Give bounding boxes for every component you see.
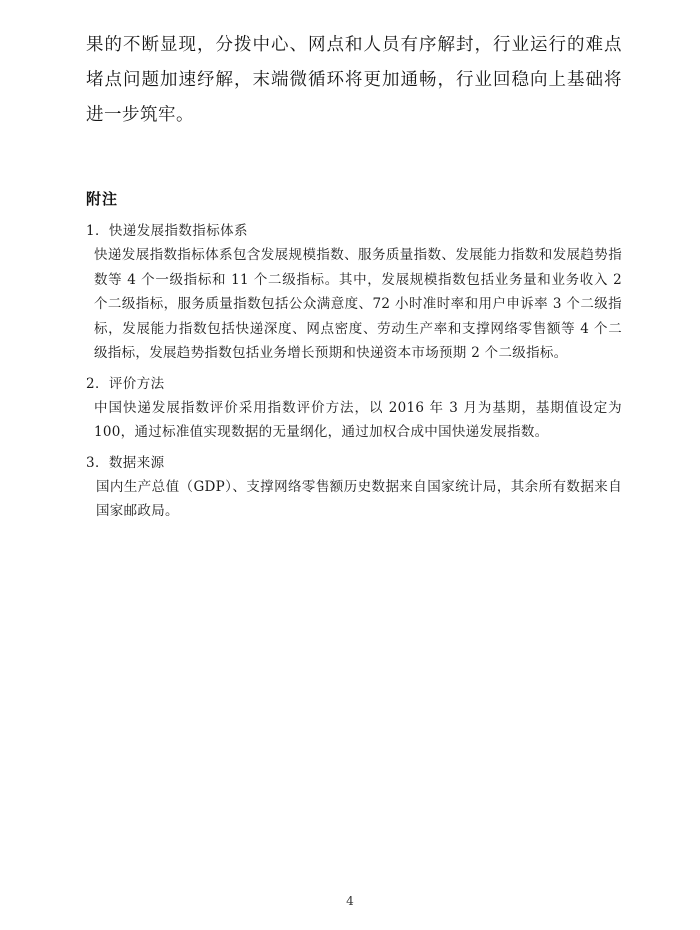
appendix-item-2-body: 中国快递发展指数评价采用指数评价方法，以 2016 年 3 月为基期，基期值设定为 100，通过标准值实现数据的无量纲化，通过加权合成中国快递发展指数。: [94, 399, 622, 440]
intro-paragraph: 果的不断显现，分拨中心、网点和人员有序解封，行业运行的难点堵点问题加速纾解，末端微循环将更加通畅，行业回稳向上基础将进一步筑牢。: [86, 35, 622, 125]
appendix-item-1-body: 快递发展指数指标体系包含发展规模指数、服务质量指数、发展能力指数和发展趋势指数等 4 个一级指标和 11 个二级指标。其中，发展规模指数包括业务量和业务收入 2 个二级指标，服务质量指数包括公众满意度、72 小时准时率和用户申诉率 3 个二级指标，发展能力指数包括快递深度、网点密度、劳动生产率和支撑网络零售额等 4 个二级指标，发展趋势指数包括业务增长预期和快递资本市场预期 2 个二级指标。: [94, 247, 622, 361]
appendix-item-3: [86, 451, 622, 524]
appendix-item-2-heading: 2．评价方法: [86, 375, 165, 392]
appendix-item-3-heading: 3．数据来源: [86, 454, 165, 471]
appendix-item-2: [86, 372, 622, 445]
page-number: 4: [346, 894, 354, 908]
appendix-item-1: [86, 219, 622, 366]
appendix-title: 附注: [86, 190, 119, 208]
appendix-item-1-heading: 1．快递发展指数指标体系: [86, 223, 248, 239]
appendix-item-3-body: 国内生产总值（GDP）、支撑网络零售额历史数据来自国家统计局，其余所有数据来自国家邮政局。: [96, 478, 622, 519]
